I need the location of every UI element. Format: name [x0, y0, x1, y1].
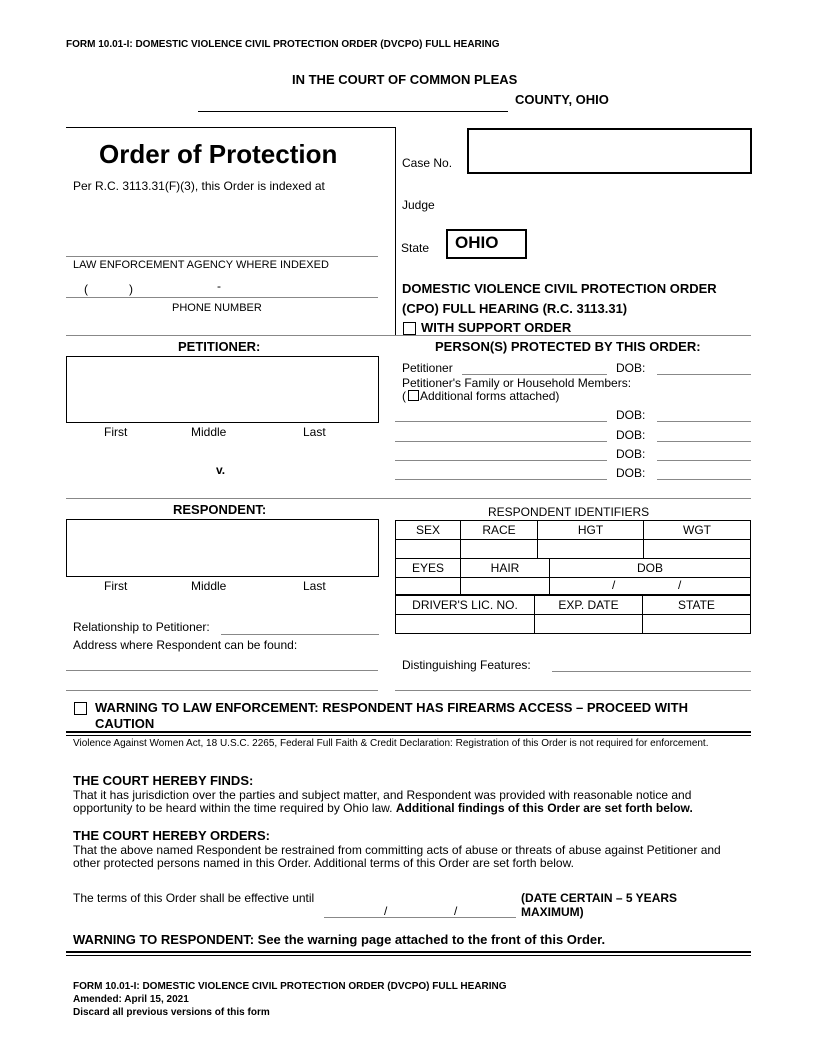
footer-form-title: FORM 10.01-I: DOMESTIC VIOLENCE CIVIL PROTECTION ORDER (DVCPO) FULL HEARING [73, 981, 507, 992]
relationship-label: Relationship to Petitioner: [73, 620, 210, 634]
county-label: COUNTY, OHIO [515, 92, 609, 107]
court-finds-text [73, 789, 733, 815]
family-member-line[interactable] [395, 460, 607, 461]
dob-separator-1: / [612, 578, 616, 592]
judge-label: Judge [402, 198, 435, 212]
case-no-label: Case No. [402, 156, 453, 170]
family-member-line[interactable] [395, 441, 607, 442]
agency-label: LAW ENFORCEMENT AGENCY WHERE INDEXED [73, 259, 329, 271]
firearms-warning-line2: CAUTION [95, 716, 155, 731]
family-dob-label: DOB: [616, 428, 646, 442]
date-certain-line2: MAXIMUM) [521, 905, 584, 919]
additional-paren: ( [402, 389, 406, 403]
family-member-line[interactable] [395, 479, 607, 480]
order-type-line2: (CPO) FULL HEARING (R.C. 3113.31) [402, 301, 628, 316]
race-cell[interactable] [461, 540, 538, 559]
court-finds-body: That it has jurisdiction over the parties and subject matter, and Respondent was provided with reasonable notice and opportunity to be heard within the time required by Ohio law. [73, 788, 692, 815]
state-label: State [401, 241, 430, 255]
bottom-double-rule-top [66, 951, 751, 953]
order-type-line1: DOMESTIC VIOLENCE CIVIL PROTECTION ORDER [402, 281, 717, 296]
exp-date-cell[interactable] [535, 615, 643, 634]
family-dob-label: DOB: [616, 408, 646, 422]
family-member-line[interactable] [395, 421, 607, 422]
family-dob-line[interactable] [657, 479, 751, 480]
hgt-header: HGT [538, 521, 644, 540]
petitioner-first-label: First [104, 425, 128, 439]
court-finds-heading: THE COURT HEREBY FINDS: [73, 773, 254, 788]
phone-paren-close: ) [129, 282, 133, 296]
respondent-heading: RESPONDENT: [173, 502, 267, 517]
protected-petitioner-line[interactable] [462, 374, 607, 375]
features-input-line-2[interactable] [395, 690, 751, 691]
features-label: Distinguishing Features: [402, 658, 531, 672]
identifiers-table-row2 [395, 558, 751, 595]
address-label: Address where Respondent can be found: [73, 638, 298, 652]
license-state-header: STATE [643, 596, 751, 615]
indexed-text: Per R.C. 3113.31(F)(3), this Order is indexed at [73, 179, 325, 193]
respondent-middle-label: Middle [191, 579, 227, 593]
section-divider [66, 498, 751, 499]
hair-header: HAIR [461, 559, 550, 578]
dob-cell[interactable] [550, 578, 751, 595]
phone-label: PHONE NUMBER [172, 302, 262, 314]
terms-date-line[interactable] [324, 917, 516, 918]
license-header: DRIVER'S LIC. NO. [396, 596, 535, 615]
terms-effective-label: The terms of this Order shall be effective until [73, 891, 315, 905]
sex-header: SEX [396, 521, 461, 540]
footer-amended: Amended: April 15, 2021 [73, 994, 189, 1005]
family-dob-label: DOB: [616, 447, 646, 461]
address-input-line[interactable] [66, 670, 378, 671]
phone-bottom-divider [66, 335, 395, 336]
phone-paren-open: ( [84, 282, 88, 296]
firearms-warning-line1: WARNING TO LAW ENFORCEMENT: RESPONDENT HAS FIREARMS ACCESS – PROCEED WITH [95, 700, 688, 715]
warning-to-respondent: WARNING TO RESPONDENT: See the warning page attached to the front of this Order. [73, 932, 606, 947]
race-header: RACE [461, 521, 538, 540]
firearms-warning-checkbox[interactable] [74, 702, 87, 715]
respondent-first-label: First [104, 579, 128, 593]
right-top-bottom-divider [395, 335, 751, 336]
license-cell[interactable] [396, 615, 535, 634]
form-title-header: FORM 10.01-I: DOMESTIC VIOLENCE CIVIL PROTECTION ORDER (DVCPO) FULL HEARING [66, 39, 500, 50]
double-rule-top [66, 731, 751, 733]
additional-forms-label: Additional forms attached) [420, 389, 560, 403]
phone-dash: - [217, 279, 221, 293]
hgt-cell[interactable] [538, 540, 644, 559]
sex-cell[interactable] [396, 540, 461, 559]
date-certain-line1: (DATE CERTAIN – 5 YEARS [521, 891, 678, 905]
petitioner-middle-label: Middle [191, 425, 227, 439]
protected-heading: PERSON(S) PROTECTED BY THIS ORDER: [435, 339, 701, 354]
respondent-name-box[interactable] [66, 519, 379, 577]
court-orders-heading: THE COURT HEREBY ORDERS: [73, 828, 270, 843]
state-value: OHIO [455, 233, 499, 252]
footer-discard: Discard all previous versions of this form [73, 1007, 270, 1018]
eyes-cell[interactable] [396, 578, 461, 595]
vawa-text: Violence Against Women Act, 18 U.S.C. 2265, Federal Full Faith & Credit Declaration: Registration of this Order is not required for enforcement. [73, 738, 709, 749]
hair-cell[interactable] [461, 578, 550, 595]
protected-petitioner-dob-line[interactable] [657, 374, 751, 375]
family-dob-label: DOB: [616, 466, 646, 480]
wgt-cell[interactable] [644, 540, 751, 559]
petitioner-heading: PETITIONER: [178, 339, 261, 354]
eyes-header: EYES [396, 559, 461, 578]
terms-date-separator-2: / [454, 904, 458, 918]
double-rule-bottom [66, 735, 751, 736]
exp-date-header: EXP. DATE [535, 596, 643, 615]
terms-date-separator-1: / [384, 904, 388, 918]
additional-forms-checkbox[interactable] [408, 390, 419, 401]
identifiers-table-row3 [395, 595, 751, 634]
top-divider-left [66, 127, 395, 128]
court-orders-text: That the above named Respondent be restrained from committing acts of abuse or threats of abuse against Petitioner and other protected persons named in this Order. Additional terms of this Order are set forth below. [73, 843, 721, 870]
versus-label: v. [216, 463, 226, 477]
petitioner-last-label: Last [303, 425, 326, 439]
county-input-line[interactable] [198, 111, 508, 112]
court-finds-bold: Additional findings of this Order are set forth below. [395, 801, 693, 815]
identifiers-table-row1 [395, 520, 751, 559]
support-order-label: WITH SUPPORT ORDER [421, 320, 572, 335]
family-dob-line[interactable] [657, 460, 751, 461]
wgt-header: WGT [644, 521, 751, 540]
license-state-cell[interactable] [643, 615, 751, 634]
indexed-agency-line[interactable] [66, 256, 378, 257]
court-heading: IN THE COURT OF COMMON PLEAS [292, 72, 518, 87]
dob-header: DOB [550, 559, 751, 578]
family-dob-line[interactable] [657, 421, 751, 422]
case-no-box[interactable] [467, 128, 752, 174]
relationship-input-line[interactable] [221, 634, 379, 635]
respondent-last-label: Last [303, 579, 326, 593]
phone-input-line[interactable] [66, 297, 378, 298]
identifiers-heading: RESPONDENT IDENTIFIERS [488, 505, 650, 519]
features-input-line[interactable] [552, 671, 751, 672]
protected-petitioner-label: Petitioner [402, 361, 453, 375]
bottom-double-rule-bottom [66, 955, 751, 956]
family-label: Petitioner's Family or Household Members: [402, 376, 632, 390]
address-input-line-2[interactable] [66, 690, 378, 691]
protected-petitioner-dob-label: DOB: [616, 361, 646, 375]
petitioner-name-box[interactable] [66, 356, 379, 423]
order-title: Order of Protection [99, 139, 338, 169]
support-order-checkbox[interactable] [403, 322, 416, 335]
dob-separator-2: / [678, 578, 682, 592]
top-vertical-divider [395, 127, 396, 335]
family-dob-line[interactable] [657, 441, 751, 442]
